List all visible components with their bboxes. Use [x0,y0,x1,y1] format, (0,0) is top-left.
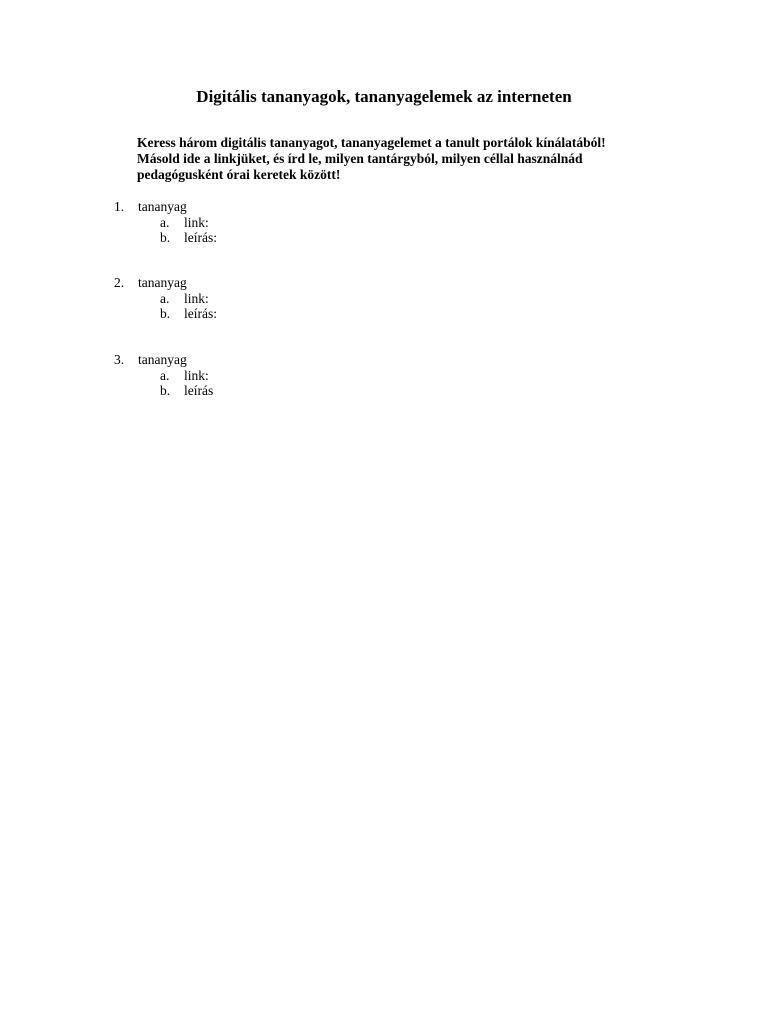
subitem-link-label: link: [184,367,209,383]
instructions-paragraph [137,135,677,183]
subitem-description-label: leírás [184,383,214,398]
subitem-link-label: link: [184,214,209,230]
list-item-label: tananyag [138,275,187,290]
subitem-link-label: link: [184,290,209,306]
list-item-label: tananyag [138,352,187,367]
list-item-number: 1. [114,199,125,214]
subitem-letter: b. [160,383,171,398]
instructions-line: Keress három digitális tananyagot, tananyagelemet a tanult portálok kínálatából! [137,135,606,150]
list-item-label: tananyag [138,199,187,214]
instructions-line: pedagógusként órai keretek között! [137,167,341,182]
list-item [0,275,768,322]
list-item [0,352,768,399]
document-title: Digitális tananyagok, tananyagelemek az interneten [196,87,572,106]
instructions-line: Másold ide a linkjüket, és írd le, milyen tantárgyból, milyen céllal használnád [137,151,583,166]
subitem-letter: a. [160,290,170,306]
list-item [0,199,768,246]
list-item-number: 2. [114,275,125,290]
subitem-description-label: leírás: [184,306,217,321]
subitem-letter: a. [160,367,170,383]
list-item-number: 3. [114,352,125,367]
subitem-letter: b. [160,306,171,321]
subitem-description-label: leírás: [184,230,217,245]
subitem-letter: a. [160,214,170,230]
subitem-letter: b. [160,230,171,245]
